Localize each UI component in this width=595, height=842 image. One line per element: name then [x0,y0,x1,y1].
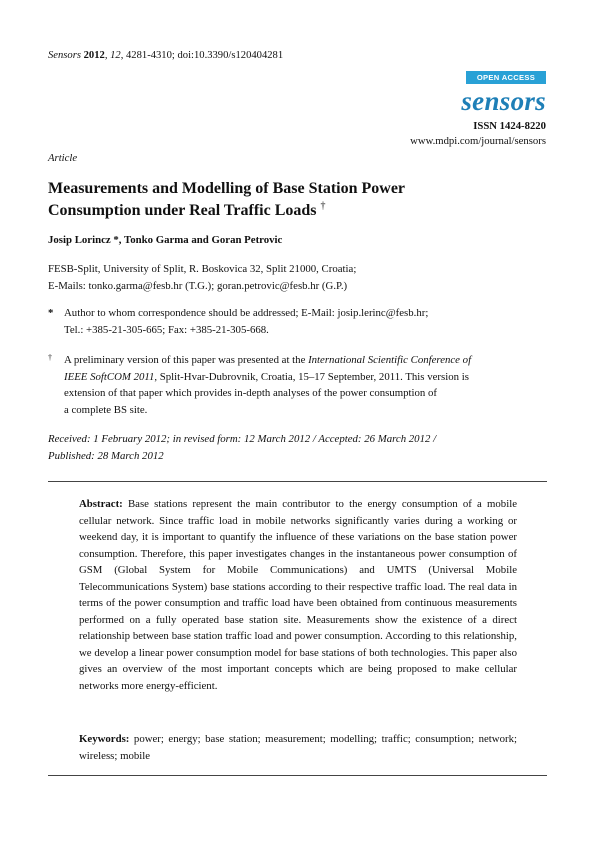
correspondence-line-2: Tel.: +385-21-305-665; Fax: +385-21-305-668. [64,323,269,336]
issn: ISSN 1424-8220 [473,120,546,132]
journal-logo: sensors [461,86,546,116]
paper-title-text: Measurements and Modelling of Base Station Power Consumption under Real Traffic Loads [48,180,405,219]
keywords-label: Keywords: [79,733,130,745]
footnote-text: , Split-Hvar-Dubrovnik, Croatia, 15–17 September, 2011. This version is [154,370,469,383]
footnote-line-1 [64,352,548,369]
dates-line-1: Received: 1 February 2012; in revised form: 12 March 2012 / Accepted: 26 March 2012 / [48,433,437,445]
journal-url[interactable]: www.mdpi.com/journal/sensors [410,135,546,147]
abstract [79,496,517,694]
paper-title [48,178,468,222]
publication-dates [48,431,548,464]
footnote-line-4: a complete BS site. [64,403,148,416]
footnote-dagger: † [48,353,52,362]
abstract-label: Abstract: [79,498,123,510]
footnote-text: A preliminary version of this paper was presented at the [64,354,309,366]
dates-line-2: Published: 28 March 2012 [48,449,164,462]
correspondence-line-1: Author to whom correspondence should be addressed; E-Mail: josip.lerinc@fesb.hr; [64,307,429,319]
author-list: Josip Lorincz *, Tonko Garma and Goran Petrovic [48,234,283,246]
keywords-text: power; energy; base station; measurement; modelling; traffic; consumption; network; wireless; mobile [79,733,517,762]
conference-short: IEEE SoftCOM 2011 [64,370,155,383]
title-dagger: † [320,200,326,212]
footnote-line-2 [64,369,548,386]
keywords [79,731,517,764]
article-type: Article [48,152,78,164]
open-access-badge: OPEN ACCESS [466,71,546,84]
correspondence-note [48,305,548,338]
journal-name: Sensors [48,50,81,61]
citation-year: 2012 [83,50,105,61]
citation-pages-doi: , 4281-4310; doi:10.3390/s120404281 [120,50,284,61]
conference-name: International Scientific Conference of [308,354,472,366]
citation-line: Sensors 2012, 12, 4281-4310; doi:10.3390/s120404281 [48,50,284,61]
preliminary-version-note [48,352,548,418]
citation-volume: 12 [110,50,121,61]
correspondence-mark: * [48,307,54,319]
affiliation-emails: E-Mails: tonko.garma@fesb.hr (T.G.); goran.petrovic@fesb.hr (G.P.) [48,280,348,292]
abstract-text: Base stations represent the main contributor to the energy consumption of a mobile cellular network. Since traffic load in mobile networks significantly varies during a working or weekend day, it is important to quantify the influence of these variations on the base station power consumption. Therefore, this paper investigates changes in the instantaneous power consumption of GSM (Global System for Mobile Communications) and UMTS (Universal Mobile Telecommunications System) base stations according to their respective traffic load. The real data in terms of the power consumption and traffic load have been obtained from continuous measurements performed on a fully operated base station site. Measurements show the existence of a direct relationship between base station traffic load and power consumption. According to this relationship, we develop a linear power consumption model for base stations of both technologies. This paper also gives an overview of the most important concepts which are being proposed to make cellular networks more energy-efficient. [79,498,517,692]
affiliation-address: FESB-Split, University of Split, R. Boskovica 32, Split 21000, Croatia; [48,263,357,275]
top-divider [48,481,547,482]
footnote-line-3: extension of that paper which provides in-depth analyses of the power consumption of [64,387,437,399]
bottom-divider [48,775,547,776]
